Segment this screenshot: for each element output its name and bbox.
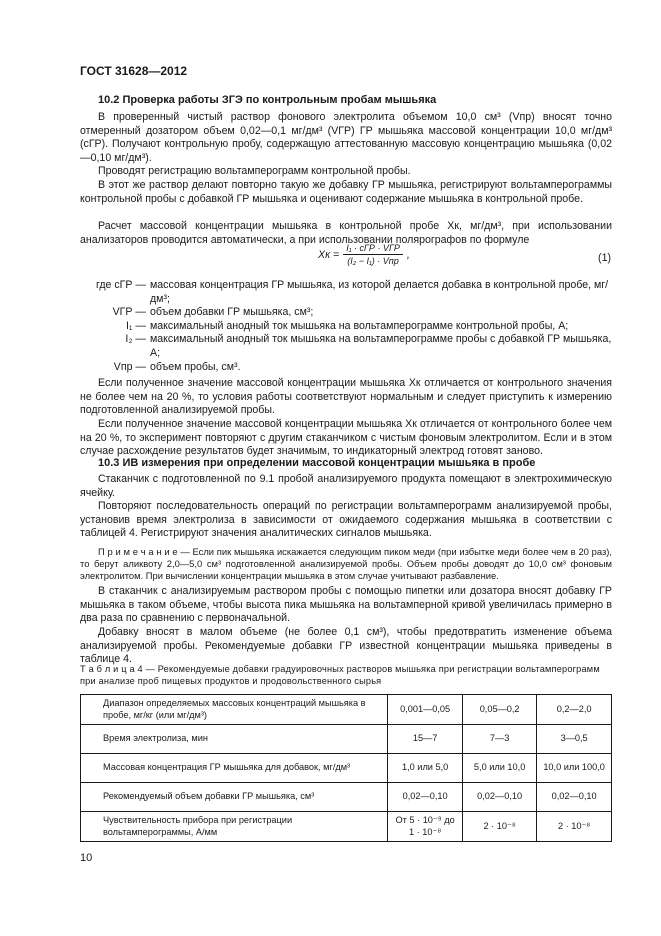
equation-number: (1) bbox=[598, 252, 611, 264]
formula-fraction bbox=[343, 243, 403, 266]
where-definition: объем пробы, см³. bbox=[150, 360, 241, 373]
table-cell: 0,05—0,2 bbox=[463, 695, 537, 725]
formula-1 bbox=[318, 243, 410, 266]
table-4 bbox=[80, 694, 612, 842]
table-cell: 10,0 или 100,0 bbox=[537, 754, 612, 783]
table-cell: 5,0 или 10,0 bbox=[463, 754, 537, 783]
table-cell: Массовая концентрация ГР мышьяка для добавок, мг/дм³ bbox=[81, 754, 388, 783]
table-cell: 1,0 или 5,0 bbox=[388, 754, 463, 783]
where-list bbox=[80, 279, 612, 374]
where-symbol: VГР — bbox=[112, 306, 146, 319]
table-cell: 15—7 bbox=[388, 725, 463, 754]
paragraph: Стаканчик с подготовленной по 9.1 пробой анализируемого продукта помещают в электрохимическую ячейку. bbox=[80, 473, 612, 499]
paragraph: Расчет массовой концентрации мышьяка в контрольной пробе Xк, мг/дм³, при использовании анализаторов проводится автоматически, а при использовании полярографов по формуле bbox=[80, 220, 612, 246]
table-row bbox=[81, 725, 612, 754]
paragraph: Если полученное значение массовой концентрации мышьяка Xк отличается от контрольного значения не более чем на 20 %, то условия работы соответствуют нормальным и следует приступить к измерению подготовленной анализируемой пробы. bbox=[80, 377, 612, 417]
where-item bbox=[80, 279, 612, 306]
table-cell: 2 · 10⁻⁸ bbox=[463, 812, 537, 842]
where-item bbox=[80, 320, 612, 334]
table-cell: 2 · 10⁻⁸ bbox=[537, 812, 612, 842]
paragraph: В стаканчик с анализируемым раствором пробы с помощью пипетки или дозатора вносят добавку ГР мышьяка в таком объеме, чтобы высота пика мышьяка на вольтамперной кривой увеличилась примерно в два раза по сравнению с первоначальной. bbox=[80, 585, 612, 625]
table-cell: 0,001—0,05 bbox=[388, 695, 463, 725]
table-row bbox=[81, 783, 612, 812]
paragraph: В этот же раствор делают повторно такую же добавку ГР мышьяка, регистрируют вольтамперограммы контрольной пробы с добавкой ГР мышьяка и оценивают содержание мышьяка в контрольной пробе. bbox=[80, 179, 612, 205]
table-cell: Время электролиза, мин bbox=[81, 725, 388, 754]
note: П р и м е ч а н и е — Если пик мышьяка искажается следующим пиком меди (при избытке меди более чем в 20 раз), то берут аликвоту 2,0—5,0 см³ подготовленной анализируемой пробы. Объем пробы доводят до 10,0 см³ фоновым электролитом. При вычислении концентрации мышьяка в этом случае учитывают разбавление. bbox=[80, 546, 612, 581]
table-cell: 3—0,5 bbox=[537, 725, 612, 754]
paragraph: Добавку вносят в малом объеме (не более 0,1 см³), чтобы предотвратить изменение объема анализируемой пробы. Рекомендуемые добавки ГР известной концентрации мышьяка приведены в таблице 4. bbox=[80, 626, 612, 666]
formula-lhs: Xк = bbox=[318, 248, 340, 261]
table-cell: От 5 · 10⁻⁹ до 1 · 10⁻⁸ bbox=[388, 812, 463, 842]
table-cell: 0,02—0,10 bbox=[388, 783, 463, 812]
where-item bbox=[80, 306, 612, 320]
section-10-2-title: 10.2 Проверка работы ЗГЭ по контрольным пробам мышьяка bbox=[98, 94, 437, 106]
table-cell: Чувствительность прибора при регистрации вольтамперограммы, А/мм bbox=[81, 812, 388, 842]
table-cell: Диапазон определяемых массовых концентраций мышьяка в пробе, мг/кг (или мг/дм³) bbox=[81, 695, 388, 725]
where-definition: максимальный анодный ток мышьяка на вольтамперограмме контрольной пробы, А; bbox=[150, 319, 569, 332]
table-cell: 0,02—0,10 bbox=[537, 783, 612, 812]
table-row bbox=[81, 754, 612, 783]
where-symbol: I₂ — bbox=[125, 333, 146, 346]
paragraph: Повторяют последовательность операций по регистрации вольтамперограмм анализируемой пробы, установив время электролиза в зависимости от ожидаемого содержания мышьяка в соответствии с таблицей 4. Регистрируют значения аналитических сигналов мышьяка. bbox=[80, 500, 612, 540]
where-item bbox=[80, 361, 612, 375]
where-symbol: I₁ — bbox=[125, 319, 146, 332]
table-row bbox=[81, 812, 612, 842]
formula-numerator: I₁ · cГР · VГР bbox=[343, 243, 403, 255]
table-caption: Т а б л и ц а 4 — Рекомендуемые добавки градуировочных растворов мышьяка при регистрации вольтамперограмм при анализе проб пищевых продуктов и продовольственного сырья bbox=[80, 664, 600, 686]
table-cell: 7—3 bbox=[463, 725, 537, 754]
where-symbol: Vпр — bbox=[113, 360, 146, 373]
where-definition: максимальный анодный ток мышьяка на вольтамперограмме пробы с добавкой ГР мышьяка, А; bbox=[150, 333, 612, 359]
paragraph: В проверенный чистый раствор фонового электролита объемом 10,0 см³ (Vпр) вносят точно отмеренный дозатором объем 0,02—0,1 мг/дм³ (VГР) ГР мышьяка массовой концентрации 10,0 мг/дм³ (cГР). Получают контрольную пробу, содержащую аттестованную массовую концентрацию мышьяка (0,02—0,10 мг/дм³). bbox=[80, 111, 612, 164]
where-definition: массовая концентрация ГР мышьяка, из которой делается добавка в контрольной пробе, мг/дм³; bbox=[150, 279, 609, 305]
where-item bbox=[80, 333, 612, 360]
section-10-3-title: 10.3 ИВ измерения при определении массовой концентрации мышьяка в пробе bbox=[98, 457, 536, 469]
document-header: ГОСТ 31628—2012 bbox=[80, 64, 188, 78]
table-cell: 0,02—0,10 bbox=[463, 783, 537, 812]
where-symbol: где cГР — bbox=[95, 279, 146, 291]
where-definition: объем добавки ГР мышьяка, см³; bbox=[150, 306, 314, 319]
table-row bbox=[81, 695, 612, 725]
formula-tail: , bbox=[406, 248, 410, 261]
table-cell: 0,2—2,0 bbox=[537, 695, 612, 725]
formula-denominator: (I₂ − I₁) · Vпр bbox=[347, 256, 399, 266]
page-number: 10 bbox=[80, 852, 93, 864]
paragraph: Если полученное значение массовой концентрации мышьяка Xк отличается от контрольного более чем на 20 %, то эксперимент повторяют с другим стаканчиком с чистым фоновым электролитом. Если и в этом случае расхождение результатов будет значимым, то индикаторный электрод готовят заново. bbox=[80, 418, 612, 458]
paragraph: Проводят регистрацию вольтамперограмм контрольной пробы. bbox=[98, 165, 411, 177]
table-cell: Рекомендуемый объем добавки ГР мышьяка, см³ bbox=[81, 783, 388, 812]
